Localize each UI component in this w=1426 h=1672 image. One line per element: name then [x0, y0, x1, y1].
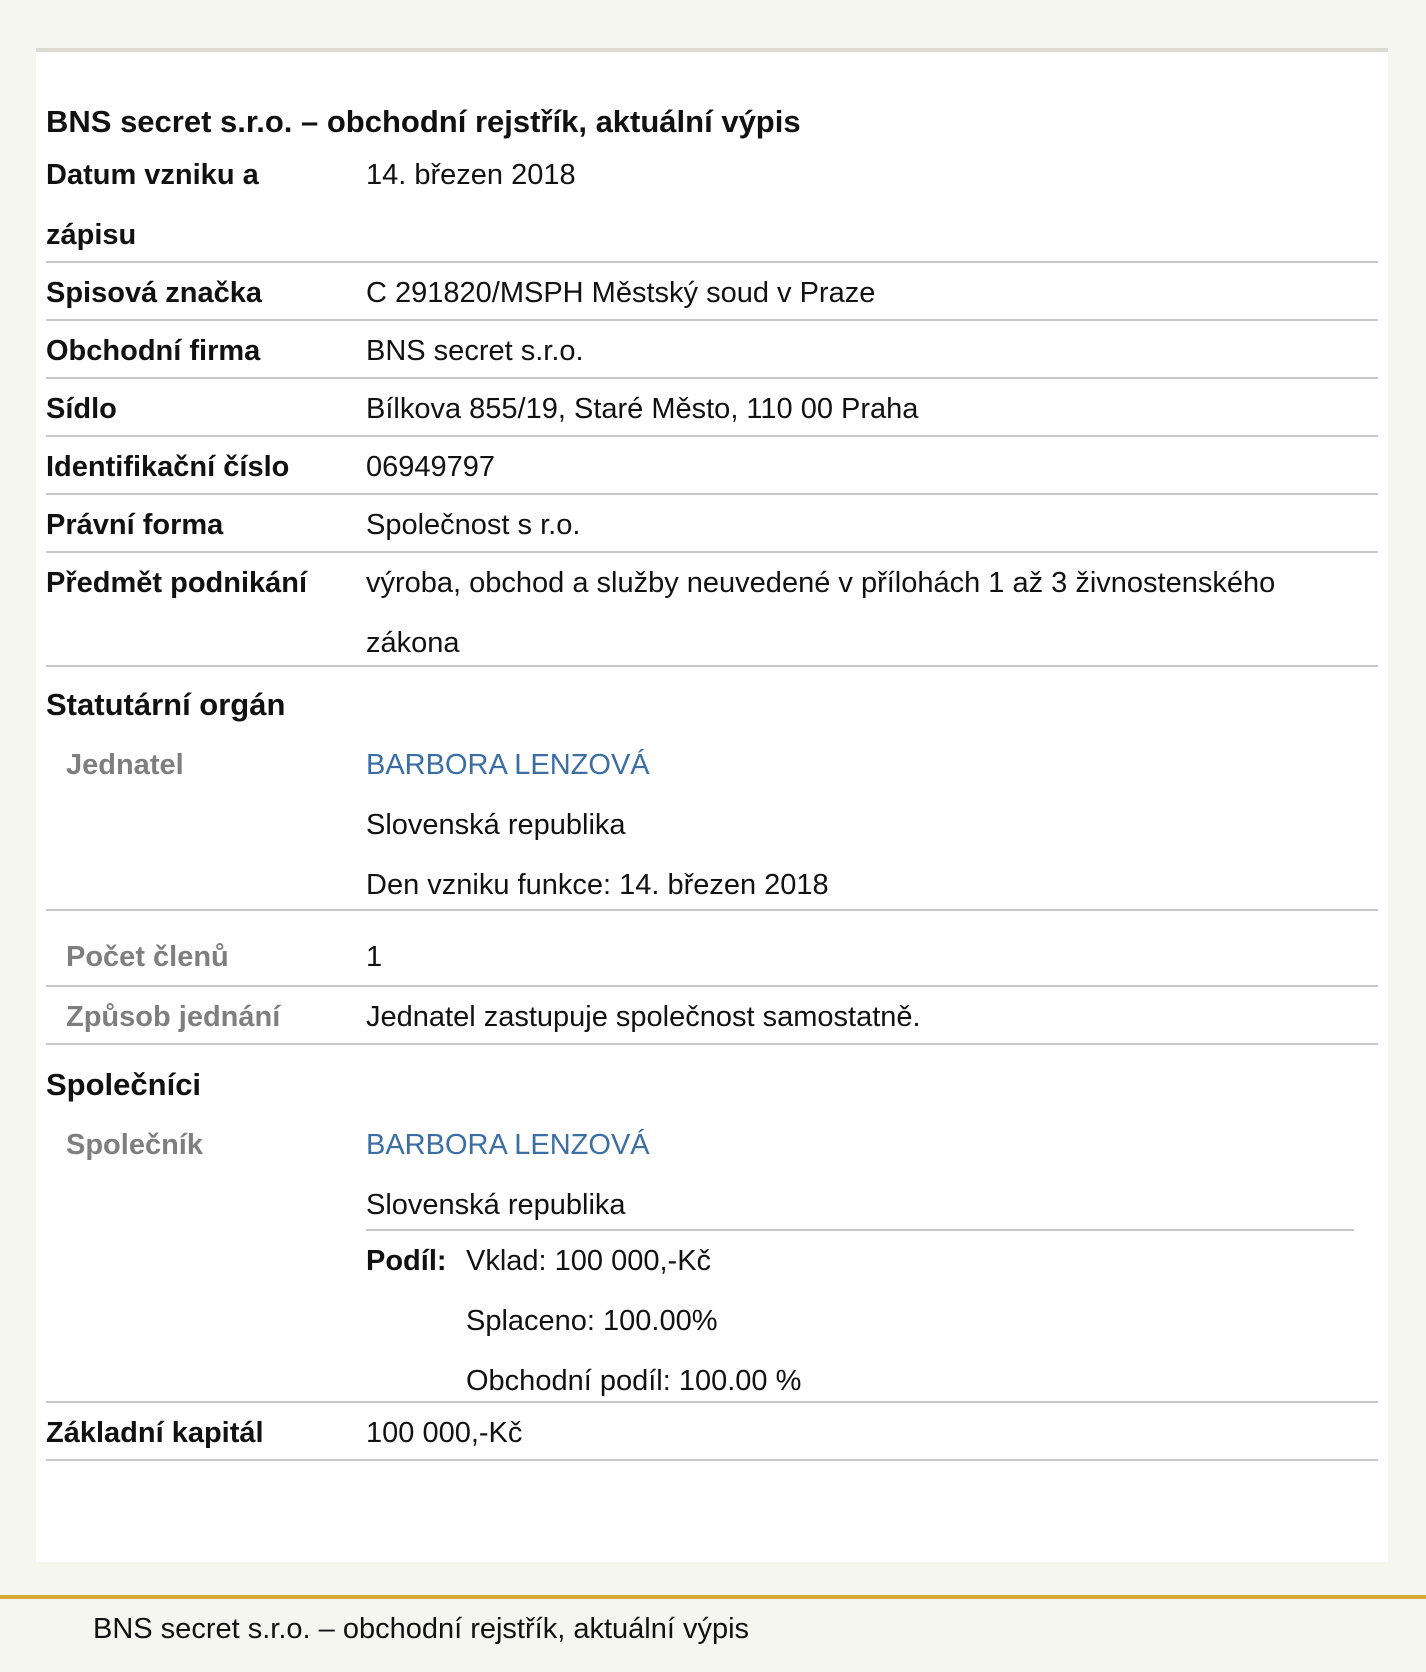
- row-label: Jednatel: [66, 749, 184, 781]
- row-label: Způsob jednání: [66, 1001, 281, 1033]
- row-value: 06949797: [366, 451, 496, 483]
- row-label: Společník: [66, 1129, 203, 1161]
- jednatel-country: Slovenská republika: [366, 809, 626, 841]
- podil-obchodni: Obchodní podíl: 100.00 %: [466, 1365, 802, 1397]
- podil-vklad: Vklad: 100 000,-Kč: [466, 1245, 712, 1277]
- footer-title: BNS secret s.r.o. – obchodní rejstřík, aktuální výpis: [93, 1613, 750, 1645]
- row-value: C 291820/MSPH Městský soud v Praze: [366, 277, 876, 309]
- row-label: Předmět podnikání: [46, 567, 308, 599]
- section-statutarni-organ: Statutární orgán: [46, 687, 286, 722]
- row-predmet-podnikani: [46, 553, 1378, 667]
- row-label: Spisová značka: [46, 277, 262, 309]
- row-value: BNS secret s.r.o.: [366, 335, 584, 367]
- row-label: Sídlo: [46, 393, 117, 425]
- row-label: Identifikační číslo: [46, 451, 290, 483]
- row-zakladni-kapital: [46, 1403, 1378, 1461]
- podil-values: [466, 1231, 801, 1411]
- podil-splaceno: Splaceno: 100.00%: [466, 1305, 718, 1337]
- row-label: Právní forma: [46, 509, 224, 541]
- podil-label: Podíl:: [366, 1245, 447, 1277]
- page-title: BNS secret s.r.o. – obchodní rejstřík, aktuální výpis: [46, 104, 801, 139]
- row-datum-vzniku: [46, 145, 1378, 263]
- jednatel-name-link[interactable]: BARBORA LENZOVÁ: [366, 749, 650, 781]
- register-extract-card: [36, 48, 1388, 1562]
- row-label: Základní kapitál: [46, 1417, 264, 1449]
- row-obchodni-firma: [46, 321, 1378, 379]
- row-identifikacni-cislo: [46, 437, 1378, 495]
- row-value: výroba, obchod a služby neuvedené v přílohách 1 až 3 živnostenského zákona: [366, 567, 1276, 659]
- row-value: [366, 735, 1358, 915]
- row-value: Jednatel zastupuje společnost samostatně.: [366, 1001, 921, 1033]
- row-label: Datum vzniku a zápisu: [46, 159, 259, 251]
- row-jednatel: [46, 735, 1378, 911]
- row-value: 100 000,-Kč: [366, 1417, 523, 1449]
- row-pocet-clenu: [46, 927, 1378, 987]
- page-footer: [0, 1595, 1426, 1672]
- row-label: Obchodní firma: [46, 335, 261, 367]
- row-label: Počet členů: [66, 941, 229, 973]
- row-spolecnik: [46, 1115, 1378, 1403]
- row-value: Bílkova 855/19, Staré Město, 110 00 Praha: [366, 393, 919, 425]
- row-spisova-znacka: [46, 263, 1378, 321]
- section-spolecnici: Společníci: [46, 1067, 202, 1102]
- jednatel-since: Den vzniku funkce: 14. březen 2018: [366, 869, 829, 901]
- spolecnik-country: Slovenská republika: [366, 1189, 626, 1221]
- row-value: 14. březen 2018: [366, 159, 576, 191]
- row-zpusob-jednani: [46, 987, 1378, 1045]
- row-value: Společnost s r.o.: [366, 509, 581, 541]
- row-value: 1: [366, 941, 383, 973]
- spolecnik-name-link[interactable]: BARBORA LENZOVÁ: [366, 1129, 650, 1161]
- row-value: [366, 1115, 1358, 1235]
- row-pravni-forma: [46, 495, 1378, 553]
- row-sidlo: [46, 379, 1378, 437]
